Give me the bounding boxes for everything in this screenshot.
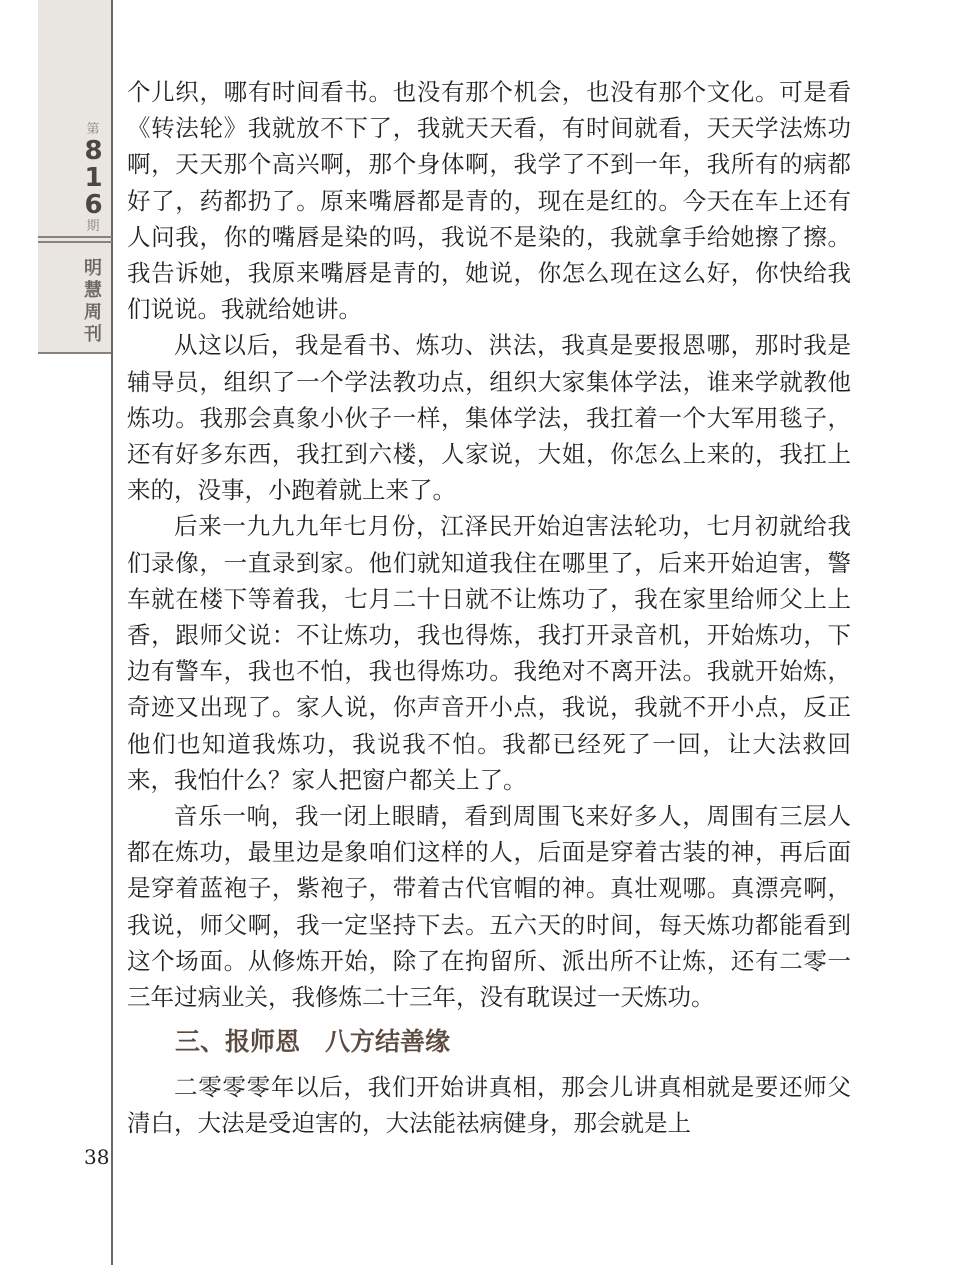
magazine-char: 周 xyxy=(84,302,102,323)
issue-prefix: 第 xyxy=(86,122,100,137)
magazine-char: 慧 xyxy=(84,280,102,301)
paragraph: 个儿织，哪有时间看书。也没有那个机会，也没有那个文化。可是看《转法轮》我就放不下了，我就天天看，有时间就看，天天学法炼功啊，天天那个高兴啊，那个身体啊，我学了不到一年，我所有的病都好了，药都扔了。原来嘴唇都是青的，现在是红的。今天在车上还有人问我，你的嘴唇是染的吗，我说不是染的，我就拿手给她擦了擦。我告诉她，我原来嘴唇是青的，她说，你怎么现在这么好，你快给我们说说。我就给她讲。 xyxy=(127,78,851,324)
paragraph: 音乐一响，我一闭上眼睛，看到周围飞来好多人，周围有三层人都在炼功，最里边是象咱们这样的人，后面是穿着古装的神，再后面是穿着蓝袍子，紫袍子，带着古代官帽的神。真壮观哪。真漂亮啊，我说，师父啊，我一定坚持下去。五六天的时间，每天炼功都能看到这个场面。从修炼开始，除了在拘留所、派出所不让炼，还有二零一三年过病业关，我修炼二十三年，没有耽误过一天炼功。 xyxy=(127,802,851,1012)
issue-digit: 8 xyxy=(84,136,102,166)
page-number: 38 xyxy=(84,1145,110,1169)
issue-digit: 6 xyxy=(84,190,102,220)
sidebar-divider xyxy=(38,241,112,243)
paragraph: 二零零零年以后，我们开始讲真相，那会儿讲真相就是要还师父清白，大法是受迫害的，大法能祛病健身，那会就是上 xyxy=(127,1073,851,1138)
issue-number xyxy=(76,122,110,235)
article-body xyxy=(127,74,851,1142)
margin-rule xyxy=(111,0,113,1265)
sidebar-divider xyxy=(38,236,112,238)
paragraph: 后来一九九九年七月份，江泽民开始迫害法轮功，七月初就给我们录像，一直录到家。他们就知道我住在哪里了，后来开始迫害，警车就在楼下等着我，七月二十日就不让炼功了，我在家里给师父上上香，跟师父说：不让炼功，我也得炼，我打开录音机，开始炼功，下边有警车，我也不怕，我也得炼功。我绝对不离开法。我就开始炼，奇迹又出现了。家人说，你声音开小点，我说，我就不开小点，反正他们也知道我炼功，我说我不怕。我都已经死了一回，让大法救回来，我怕什么？家人把窗户都关上了。 xyxy=(127,512,851,794)
paragraph: 从这以后，我是看书、炼功、洪法，我真是要报恩哪，那时我是辅导员，组织了一个学法教功点，组织大家集体学法，谁来学就教他炼功。我那会真象小伙子一样，集体学法，我扛着一个大军用毯子，还有好多东西，我扛到六楼，人家说，大姐，你怎么上来的，我扛上来的，没事，小跑着就上来了。 xyxy=(127,331,851,505)
magazine-char: 刊 xyxy=(84,324,102,345)
issue-digit: 1 xyxy=(84,163,102,193)
magazine-char: 明 xyxy=(84,258,102,279)
section-heading: 三、报师恩 八方结善缘 xyxy=(175,1027,451,1057)
issue-suffix: 期 xyxy=(86,219,100,234)
magazine-name xyxy=(76,258,110,346)
